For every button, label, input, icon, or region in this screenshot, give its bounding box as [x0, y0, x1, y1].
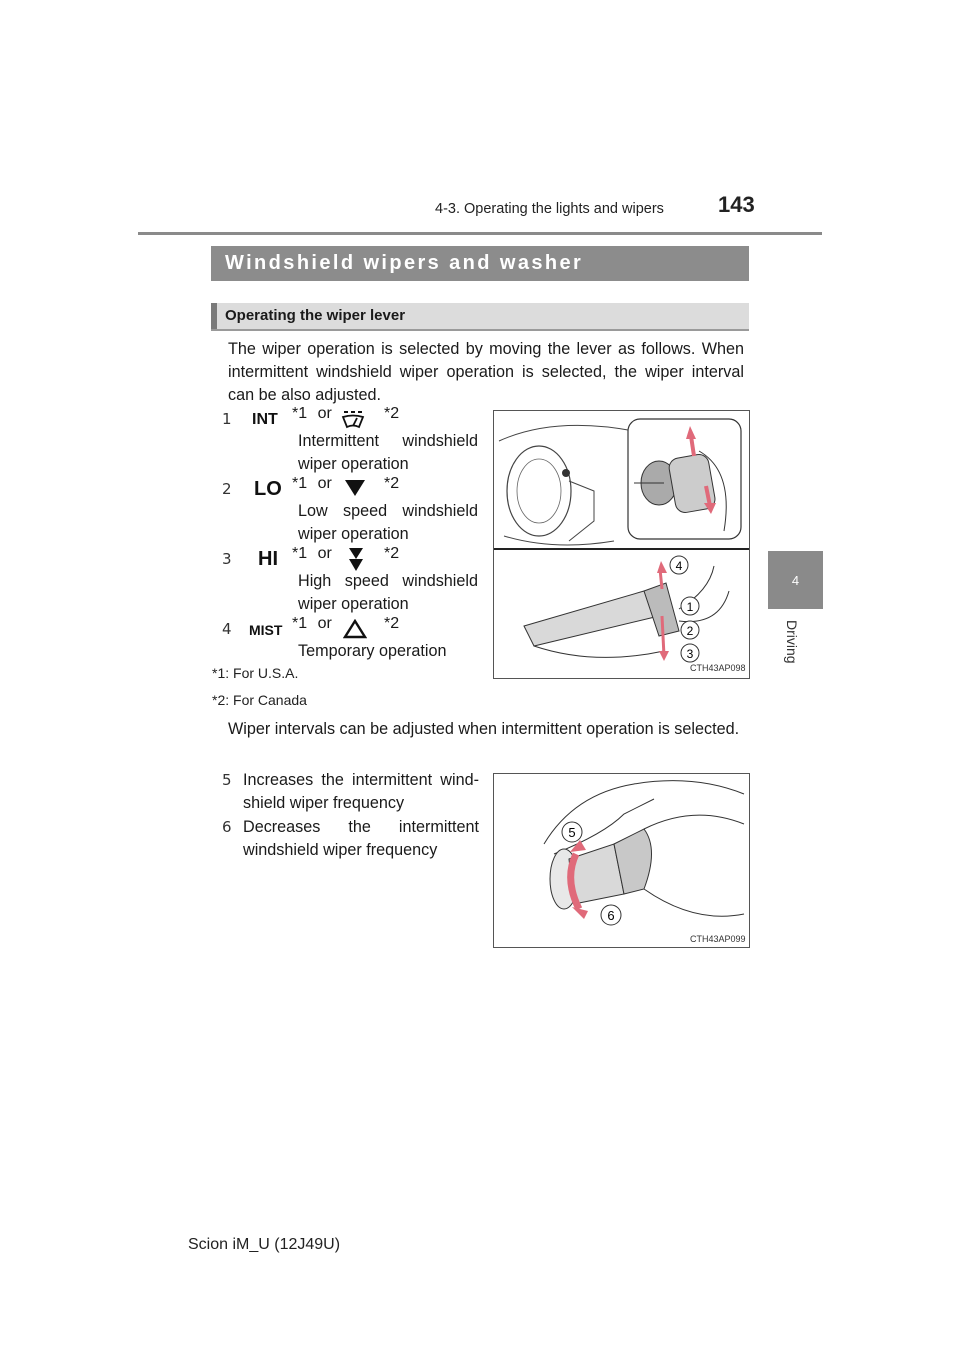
item-symbols [292, 615, 332, 633]
or-text: or [317, 615, 332, 632]
subsection-title-bar [211, 303, 749, 331]
chapter-label: Driving [784, 620, 800, 664]
footnote-mark: *2 [384, 405, 400, 422]
footnote-mark: *1 [292, 615, 308, 632]
footnote-text: : For U.S.A. [225, 665, 299, 681]
wiper-interval-illustration [494, 774, 749, 947]
mist-icon [343, 619, 367, 639]
item-number: 5 [222, 771, 232, 789]
item-number: 4 [222, 620, 232, 638]
callout-3 [681, 644, 699, 662]
or-text: or [317, 475, 332, 492]
chapter-label-wrap [776, 620, 816, 680]
item-number: 3 [222, 550, 232, 568]
item-symbols [292, 475, 332, 493]
svg-text:2: 2 [686, 624, 694, 638]
header-section-title: 4-3. Operating the lights and wipers [435, 201, 664, 217]
callout-2 [681, 621, 699, 639]
item-number: 2 [222, 480, 232, 498]
figure-code: CTH43AP099 [690, 934, 746, 944]
footnote-text: : For Canada [225, 692, 307, 708]
figure-code: CTH43AP098 [690, 663, 746, 673]
hi-label: HI [258, 548, 278, 570]
footnote-mark: *1 [292, 545, 308, 562]
chapter-number: 4 [791, 573, 800, 588]
intermittent-wiper-icon [340, 408, 366, 430]
interval-item-description: Increases the intermittent wind-shield wiper frequency [243, 771, 479, 812]
or-text: or [317, 405, 332, 422]
footer-model-code: Scion iM_U (12J49U) [188, 1236, 341, 1253]
mist-label: MIST [249, 622, 283, 638]
chapter-tab [768, 551, 823, 609]
svg-text:6: 6 [607, 908, 615, 923]
item-description: Low speed windshield wiper operation [298, 502, 478, 543]
footnote-mark: *1 [292, 405, 308, 422]
svg-text:4: 4 [675, 559, 683, 573]
footnote-mark: *2 [212, 692, 226, 708]
page-number: 143 [718, 192, 755, 217]
section-title: Windshield wipers and washer [225, 252, 584, 274]
callout-1 [681, 597, 699, 615]
item-description: Temporary operation [298, 642, 447, 660]
footnote-2 [212, 692, 307, 708]
footnote-mark: *1 [212, 665, 226, 681]
interval-item-description: Decreases the intermittent windshield wiper frequency [243, 818, 479, 859]
item-number: 1 [222, 410, 232, 428]
footnote-1 [212, 665, 298, 681]
svg-text:5: 5 [568, 825, 576, 840]
footnote-mark: *1 [292, 475, 308, 492]
wiper-lever-figure [493, 410, 750, 679]
item-number: 6 [222, 818, 232, 836]
footnote-mark: *2 [384, 545, 400, 562]
low-speed-icon [344, 479, 366, 497]
lo-label: LO [254, 478, 282, 500]
section-title-bar [211, 246, 749, 281]
callout-5 [562, 822, 582, 842]
footnote-mark: *2 [384, 615, 400, 632]
wiper-interval-figure [493, 773, 750, 948]
svg-text:1: 1 [686, 600, 694, 614]
footnote-mark: *2 [384, 475, 400, 492]
item-symbols [292, 545, 332, 563]
or-text: or [317, 545, 332, 562]
item-description: High speed windshield wiper operation [298, 572, 478, 613]
wiper-lever-illustration [494, 411, 749, 678]
interval-note: Wiper intervals can be adjusted when intermittent operation is selected. [228, 720, 740, 738]
header-rule [138, 232, 822, 235]
subsection-title: Operating the wiper lever [225, 307, 406, 324]
item-description: Intermittent windshield wiper operation [298, 432, 478, 473]
svg-text:3: 3 [686, 647, 694, 661]
int-label: INT [252, 411, 278, 428]
callout-6 [601, 905, 621, 925]
callout-4 [670, 556, 688, 574]
intro-paragraph: The wiper operation is selected by moving the lever as follows. When intermittent windshield wiper operation is selected, the wiper interval can be also adjusted. [228, 340, 744, 404]
item-symbols [292, 405, 332, 423]
